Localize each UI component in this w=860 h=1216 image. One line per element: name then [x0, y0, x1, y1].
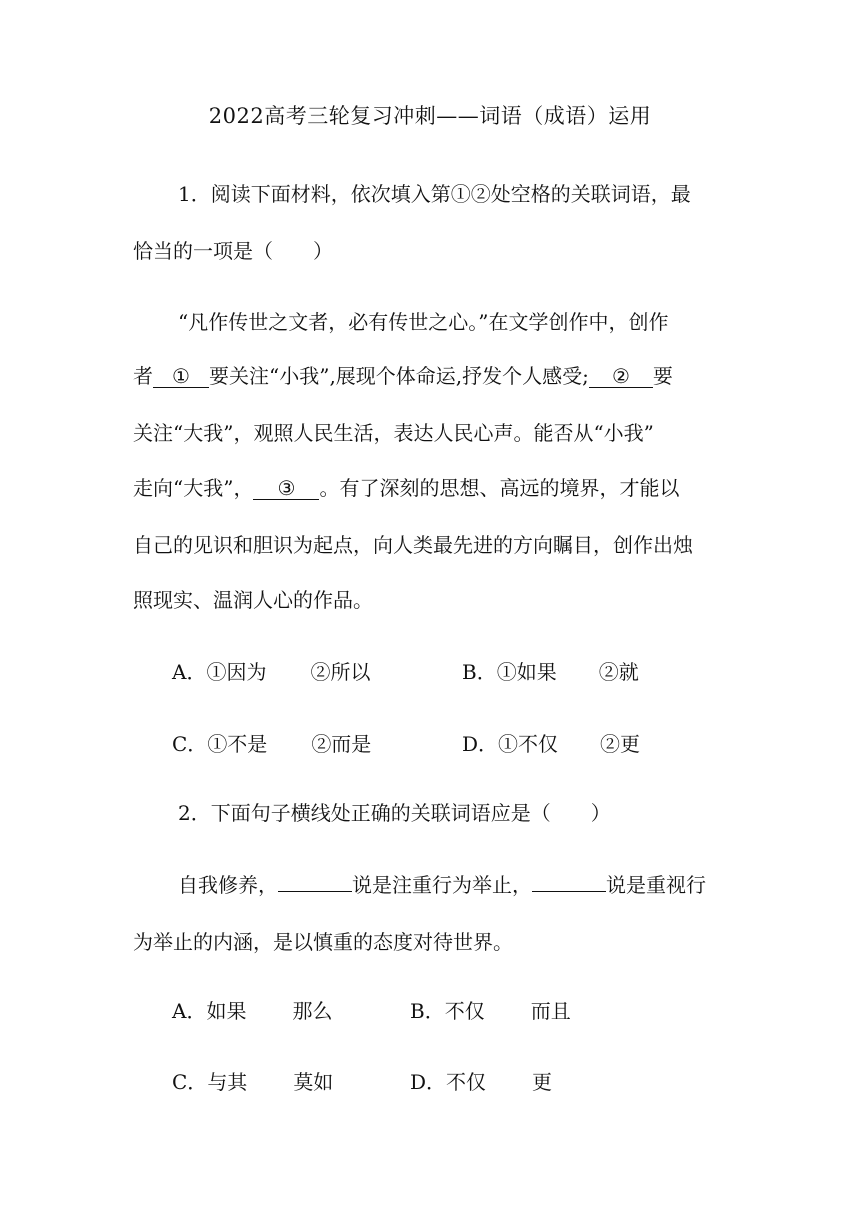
option-word: 如果	[206, 999, 247, 1023]
q2-blank-2	[532, 891, 606, 892]
option-letter: D．	[462, 732, 499, 756]
q1-option-a[interactable]	[172, 656, 370, 685]
option-letter: A．	[172, 999, 207, 1023]
option-letter: A．	[172, 660, 207, 684]
q2-passage-text: 说是注重行为举止，	[352, 873, 532, 897]
option-word: ②所以	[310, 660, 371, 684]
option-word: ②更	[600, 732, 641, 756]
option-word: 莫如	[293, 1070, 334, 1094]
option-letter: D．	[410, 1070, 447, 1094]
q1-passage-line-6: 照现实、温润人心的作品。	[133, 588, 373, 612]
option-word: ②而是	[311, 732, 372, 756]
q1-passage-line-4	[133, 472, 679, 501]
option-word: ①不仅	[498, 732, 559, 756]
option-word: ①不是	[207, 732, 268, 756]
q2-blank-1	[278, 891, 352, 892]
q2-stem: 2．下面句子横线处正确的关联词语应是（ ）	[178, 801, 611, 825]
q1-blank-2: ②	[589, 365, 653, 388]
q2-passage-line-2: 为举止的内涵，是以慎重的态度对待世界。	[133, 930, 513, 954]
option-letter: C．	[172, 1070, 208, 1094]
q1-stem-line-1: 1．阅读下面材料，依次填入第①②处空格的关联词语，最	[178, 182, 691, 206]
q1-passage-line-2	[133, 360, 673, 389]
option-letter: B．	[462, 660, 497, 684]
q2-option-d[interactable]	[410, 1066, 552, 1095]
option-word: 与其	[207, 1070, 248, 1094]
option-word: 那么	[292, 999, 333, 1023]
q2-passage-text: 自我修养，	[178, 873, 278, 897]
q1-passage-line-3: 关注“大我”，观照人民生活，表达人民心声。能否从“小我”	[133, 421, 654, 445]
option-word: ①因为	[206, 660, 267, 684]
option-word: ②就	[598, 660, 639, 684]
option-word: 不仅	[446, 1070, 487, 1094]
option-letter: C．	[172, 732, 208, 756]
q2-passage-line-1	[178, 869, 706, 898]
option-word: 不仅	[444, 999, 485, 1023]
option-word: 而且	[530, 999, 571, 1023]
q1-stem-line-2: 恰当的一项是（ ）	[133, 239, 333, 263]
document-title: 2022高考三轮复习冲刺——词语（成语）运用	[208, 104, 652, 128]
option-word: ①如果	[496, 660, 557, 684]
q2-passage-text: 说是重视行	[606, 873, 706, 897]
q2-option-c[interactable]	[172, 1066, 333, 1095]
q1-blank-1: ①	[153, 365, 209, 388]
q1-passage-text: 要关注“小我”,展现个体命运,抒发个人感受;	[209, 364, 589, 388]
q2-option-b[interactable]	[410, 995, 571, 1024]
q1-passage-line-1: “凡作传世之文者，必有传世之心。”在文学创作中，创作	[178, 310, 669, 334]
option-letter: B．	[410, 999, 445, 1023]
q2-option-a[interactable]	[172, 995, 332, 1024]
q1-passage-text: 要	[652, 364, 673, 388]
q1-option-d[interactable]	[462, 728, 640, 757]
q1-passage-text: 者	[133, 364, 153, 388]
option-word: 更	[532, 1070, 553, 1094]
q1-option-b[interactable]	[462, 656, 639, 685]
q1-passage-text: 走向“大我”，	[133, 476, 254, 500]
q1-passage-line-5: 自己的见识和胆识为起点，向人类最先进的方向瞩目，创作出烛	[133, 533, 693, 557]
q1-passage-text: 。有了深刻的思想、高远的境界，才能以	[319, 476, 680, 500]
q1-blank-3: ③	[253, 477, 319, 500]
q1-option-c[interactable]	[172, 728, 371, 757]
